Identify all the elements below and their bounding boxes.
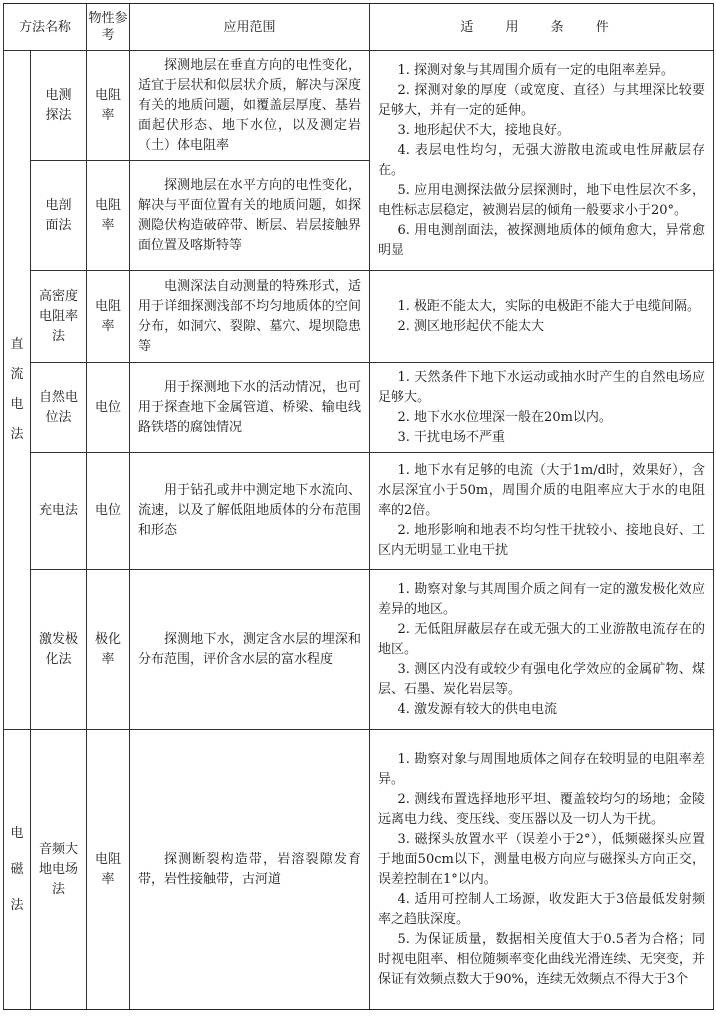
- condition-item: 2. 无低阻屏蔽层存在或无强大的工业游散电流存在的地区。: [378, 621, 706, 657]
- method-name: 电剖面法: [31, 161, 87, 271]
- condition-item: 1. 勘察对象与周围地质体之间存在较明显的电阻率差异。: [378, 751, 706, 787]
- category-dc: [4, 51, 31, 730]
- condition-item: 3. 干扰电场不严重: [397, 429, 506, 445]
- method-scope: 探测地下水，测定含水层的埋深和分布范围，评价含水层的富水程度: [130, 570, 370, 730]
- condition-item: 1. 天然条件下地下水运动或抽水时产生的自然电场应足够大。: [378, 369, 706, 405]
- condition-charging: [370, 453, 714, 570]
- method-name: 音频大地电场法: [31, 730, 87, 1010]
- method-scope: 探测地层在垂直方向的电性变化，适宜于层状和似层状介质，解决与深度有关的地质问题，如覆盖层厚度、基岩面起伏形态、地下水位，以及测定岩（土）体电阻率: [130, 51, 370, 161]
- method-property: 电阻率: [87, 51, 130, 161]
- header-row: [4, 4, 714, 51]
- table-row: [4, 363, 714, 453]
- header-property: 物性参考: [87, 4, 130, 51]
- method-name: 高密度电阻率法: [31, 271, 87, 363]
- condition-item: 5. 应用电测探法做分层探测时，地下电性层次不多，电性标志层稳定，被测岩层的倾角一般要求小于20°。: [378, 182, 706, 218]
- table-row: [4, 453, 714, 570]
- method-scope: 用于探测地下水的活动情况，也可用于探查地下金属管道、桥梁、输电线路铁塔的腐蚀情况: [130, 363, 370, 453]
- condition-item: 4. 表层电性均匀，无强大游散电流或电性屏蔽层存在。: [378, 142, 706, 178]
- method-property: 电阻率: [87, 271, 130, 363]
- condition-item: 1. 勘察对象与其周围介质之间有一定的激发极化效应差异的地区。: [378, 581, 706, 617]
- method-property: 电位: [87, 363, 130, 453]
- condition-electrical: [370, 51, 714, 271]
- method-scope: 电测深法自动测量的特殊形式，适用于详细探测浅部不均匀地质体的空间分布，如洞穴、裂隙、墓穴、堤坝隐患等: [130, 271, 370, 363]
- condition-item: 2. 测线布置选择地形平坦、覆盖较均匀的场地；金陵远离电力线、变压线、变压器以及一切人为干扰。: [378, 791, 706, 827]
- method-property: 电位: [87, 453, 130, 570]
- condition-item: 5. 为保证质量，数据相关度值大于0.5者为合格；同时视电阻率、相位随频率变化曲线光滑连续、无突变，并保证有效频点数大于90%，连续无效频点不得大于3个: [378, 931, 706, 987]
- table-row: [4, 271, 714, 363]
- condition-item: 1. 地下水有足够的电流（大于1m/d时，效果好），含水层深宜小于50m，周围介质的电阻率应大于水的电阻率的2倍。: [378, 463, 706, 518]
- condition-amt: [370, 730, 714, 1010]
- condition-item: 2. 探测对象的厚度（或宽度、直径）与其埋深比较要足够大，并有一定的延伸。: [378, 82, 706, 118]
- condition-item: 1. 极距不能太大，实际的电极距不能大于电缆间隔。: [397, 298, 701, 314]
- method-scope: 探测地层在水平方向的电性变化，解决与平面位置有关的地质问题，如探测隐伏构造破碎带、断层、岩层接触界面位置及喀斯特等: [130, 161, 370, 271]
- condition-item: 4. 激发源有较大的供电电流: [397, 701, 558, 717]
- table-row: [4, 730, 714, 1010]
- methods-table: [3, 3, 714, 1010]
- method-scope: 用于钻孔或井中测定地下水流向、流速，以及了解低阻地质体的分布范围和形态: [130, 453, 370, 570]
- method-property: 电阻率: [87, 161, 130, 271]
- condition-item: 4. 适用可控制人工场源，收发距大于3倍最低发射频率之趋肤深度。: [378, 891, 706, 927]
- method-name: 电测探法: [31, 51, 87, 161]
- condition-item: 2. 地下水水位埋深一般在20m以内。: [397, 409, 612, 425]
- method-name: 自然电位法: [31, 363, 87, 453]
- method-property: 极化率: [87, 570, 130, 730]
- condition-item: 2. 测区地形起伏不能太大: [397, 318, 545, 334]
- method-name: 激发极化法: [31, 570, 87, 730]
- method-property: 电阻率: [87, 730, 130, 1010]
- condition-item: 3. 磁探头放置水平（误差小于2°），低频磁探头应置于地面50cm以下，测量电极方向应与磁探头方向正交，误差控制在1°以内。: [378, 831, 706, 887]
- header-method-name: 方法名称: [4, 4, 87, 51]
- condition-item: 2. 地形影响和地表不均匀性干扰较小、接地良好、工区内无明显工业电干扰: [378, 523, 706, 558]
- header-scope: 应用范围: [130, 4, 370, 51]
- condition-ip: [370, 570, 714, 730]
- condition-item: 3. 测区内没有或较少有强电化学效应的金属矿物、煤层、石墨、炭化岩层等。: [378, 661, 706, 697]
- condition-item: 6. 用电测剖面法，被探测地质体的倾角愈大，异常愈明显: [378, 222, 706, 258]
- category-em: [4, 730, 31, 1010]
- category-label: 电磁法: [10, 825, 24, 913]
- header-condition: 适 用 条 件: [370, 4, 714, 51]
- condition-item: 1. 探测对象与其周围介质有一定的电阻率差异。: [397, 62, 675, 78]
- table-row: [4, 570, 714, 730]
- method-scope: 探测断裂构造带，岩溶裂隙发育带，岩性接触带，古河道: [130, 730, 370, 1010]
- table-row: [4, 51, 714, 161]
- method-name: 充电法: [31, 453, 87, 570]
- condition-high-density: [370, 271, 714, 363]
- condition-item: 3. 地形起伏不大，接地良好。: [397, 122, 571, 138]
- condition-self-potential: [370, 363, 714, 453]
- category-label: 直流电法: [10, 337, 24, 442]
